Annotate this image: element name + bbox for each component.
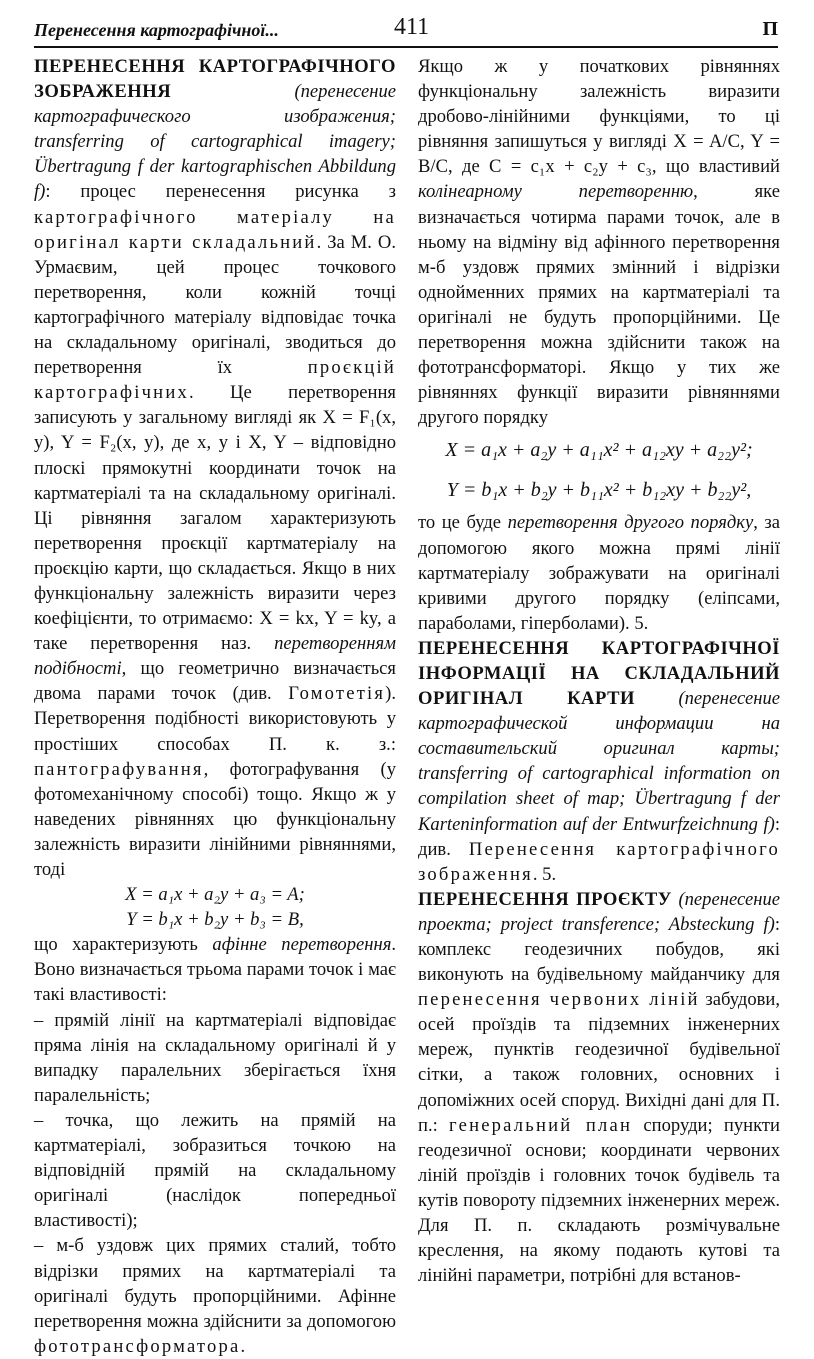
term: перетворення другого порядку bbox=[507, 512, 754, 534]
entry-translations: (перенесение картографической информации на составительский оригинал карты; transferring of cartographical information on compilation sheet of map; Übertragung f der Karteninformation auf der Entwurfzeichnung f) bbox=[418, 688, 780, 835]
body-text: . 5. bbox=[532, 863, 557, 885]
term: колінеарному перетворенню bbox=[418, 181, 694, 203]
cross-reference: Перенесення картографічного зображення bbox=[418, 838, 780, 885]
paragraph bbox=[418, 54, 780, 430]
body-text: ). Перетворення подібності використовують у простіших способах П. к. з.: bbox=[34, 683, 396, 755]
body-text: Якщо ж у початкових рівняннях функціональну залежність виразити дробово-лінійними функціями, то ці рівняння запишуться у вигляді X = A/C, Y = B/C, де C = c₁x + c₂y + c₃, що властивий bbox=[418, 56, 780, 178]
left-column bbox=[34, 54, 396, 1359]
entry-translations: (перенесение картографического изображения; transferring of cartographical imagery; Übertragung f der kartographischen Abbildung f) bbox=[34, 81, 396, 203]
body-text: . Воно визначається трьома парами точок і має такі властивості: bbox=[34, 934, 397, 1006]
cross-reference: картографічного матеріалу на оригінал карти складальний bbox=[34, 206, 396, 253]
cross-reference: перенесення червоних ліній bbox=[418, 989, 700, 1011]
page-number: 411 bbox=[394, 14, 430, 40]
body-text: : комплекс геодезичних побудов, які виконують на будівельному майданчику для bbox=[418, 913, 780, 986]
paragraph bbox=[34, 932, 396, 1007]
running-header bbox=[34, 12, 778, 48]
entry-translations: (перенесение проекта; project transference; Absteckung f) bbox=[418, 888, 780, 935]
cross-reference: генеральний план bbox=[449, 1114, 633, 1136]
entry-perenesennia-kartohrafichnoi-informatsii bbox=[418, 636, 780, 887]
entry-perenesennia-kartohrafichnoho-zobrazhennia bbox=[34, 54, 396, 882]
formula-y-second-order: Y = b₁x + b₂y + b₁₁x² + b₁₂xy + b₂₂y², bbox=[446, 479, 752, 502]
entry-title: ПЕРЕНЕСЕННЯ ПРОЄКТУ bbox=[418, 888, 672, 910]
body-text: , за допомогою якого можна прямі лінії картматеріалу зображувати на оригіналі кривими другого порядку (еліпсами, параболами, гіперболами). 5. bbox=[418, 512, 780, 634]
cross-reference: пантографування bbox=[34, 758, 204, 780]
body-text: , що геометрично визначається двома парами точок (див. bbox=[34, 658, 396, 705]
body-text: що характеризують bbox=[34, 934, 213, 956]
property-item: – прямій лінії на картматеріалі відповідає пряма лінія на складальному оригіналі й у випадку паралельних зберігається їхня паралельність; bbox=[34, 1009, 396, 1106]
running-title: Перенесення картографічної... bbox=[34, 20, 279, 40]
body-text: . bbox=[240, 1335, 246, 1357]
right-column bbox=[418, 54, 780, 1288]
section-letter: П bbox=[762, 18, 778, 40]
cross-reference: фототрансформатора bbox=[34, 1335, 241, 1357]
body-text: забудови, осей проїздів та підземних інженерних мереж, пунктів геодезичної будівельної сітки, а також головних, основних і допоміжних осей споруд. Вихідні дані для П. п.: bbox=[418, 989, 780, 1136]
body-text: . Це перетворення записують у загальному вигляді як X = F₁(x, y), Y = F₂(x, y), де x, y і X, Y – відповідно плоскі прямокутні координати точок на картматеріалі та на складальному оригіналі. Ці рівняння загалом характеризують перетворення проєкції картматеріалу на проєкцію карти, що складається. Якщо в них функціональну залежність виразити через коефіцієнти, то отримаємо: X = kx, Y = ky, а таке перетворення наз. bbox=[34, 382, 396, 655]
body-text: , яке визначається чотирма парами точок, але в ньому на відміну від афінного перетворення м-б уздовж прямих змінний і відрізки однойменних прямих на картматеріалі та оригіналі не будуть пропорційними. Це перетворення можна здійснити також на фототрансформаторі. Якщо у тих же рівняннях функції виразити рівняннями другого порядку bbox=[418, 181, 780, 429]
cross-reference: Гомотетія bbox=[288, 683, 386, 705]
body-text: то це буде bbox=[418, 512, 508, 534]
formula-y: Y = b₁x + b₂y + b₃ = B, bbox=[126, 909, 304, 931]
cross-reference: проєкцій картографічних bbox=[34, 357, 396, 404]
property-item bbox=[34, 1233, 396, 1358]
property-item: – точка, що лежить на прямій на картматеріалі, зобразиться точкою на відповідній прямій на складальному оригіналі (наслідок попередньої властивості); bbox=[34, 1109, 396, 1232]
body-text: . За М. О. Урмаєвим, цей процес точкового перетворення, коли кожній точці картографічного матеріалу відповідає точка на складальному оригіналі, зводиться до перетворення їх bbox=[34, 231, 397, 379]
formula-x-second-order: X = a₁x + a₂y + a₁₁x² + a₁₂xy + a₂₂y²; bbox=[445, 439, 753, 462]
entry-title: ПЕРЕНЕСЕННЯ КАРТОГРАФІЧНОЇ ІНФОРМАЦІЇ НА СКЛАДАЛЬНИЙ ОРИГІНАЛ КАРТИ bbox=[418, 637, 780, 710]
term: перетворенням подібності bbox=[34, 633, 396, 680]
body-text: : див. bbox=[418, 813, 780, 860]
body-text: : процес перенесення рисунка з bbox=[45, 181, 396, 203]
entry-perenesennia-proektu bbox=[418, 887, 780, 1289]
term: афінне перетворення bbox=[212, 934, 392, 956]
body-text: споруди; пункти геодезичної основи; координати червоних ліній проїздів і головних точок будівель та кутів повороту підземних інженерних мереж. Для П. п. складають розмічувальне креслення, на якому подають кутові та лінійні параметри, потрібні для встанов- bbox=[418, 1114, 780, 1287]
entry-title: ПЕРЕНЕСЕННЯ КАРТОГРАФІЧНОГО ЗОБРАЖЕННЯ bbox=[34, 56, 396, 103]
body-text: , фотографування (у фотомеханічному способі) тощо. Якщо ж у наведених рівняннях цю функціональну залежність виразити лінійними рівняннями, тоді bbox=[34, 758, 396, 880]
body-text: – м-б уздовж цих прямих сталий, тобто відрізки прямих на картматеріалі та оригіналі будуть пропорційними. Афінне перетворення можна здійснити за допомогою bbox=[34, 1235, 396, 1332]
formula-x: X = a₁x + a₂y + a₃ = A; bbox=[125, 884, 305, 906]
paragraph bbox=[418, 510, 780, 635]
